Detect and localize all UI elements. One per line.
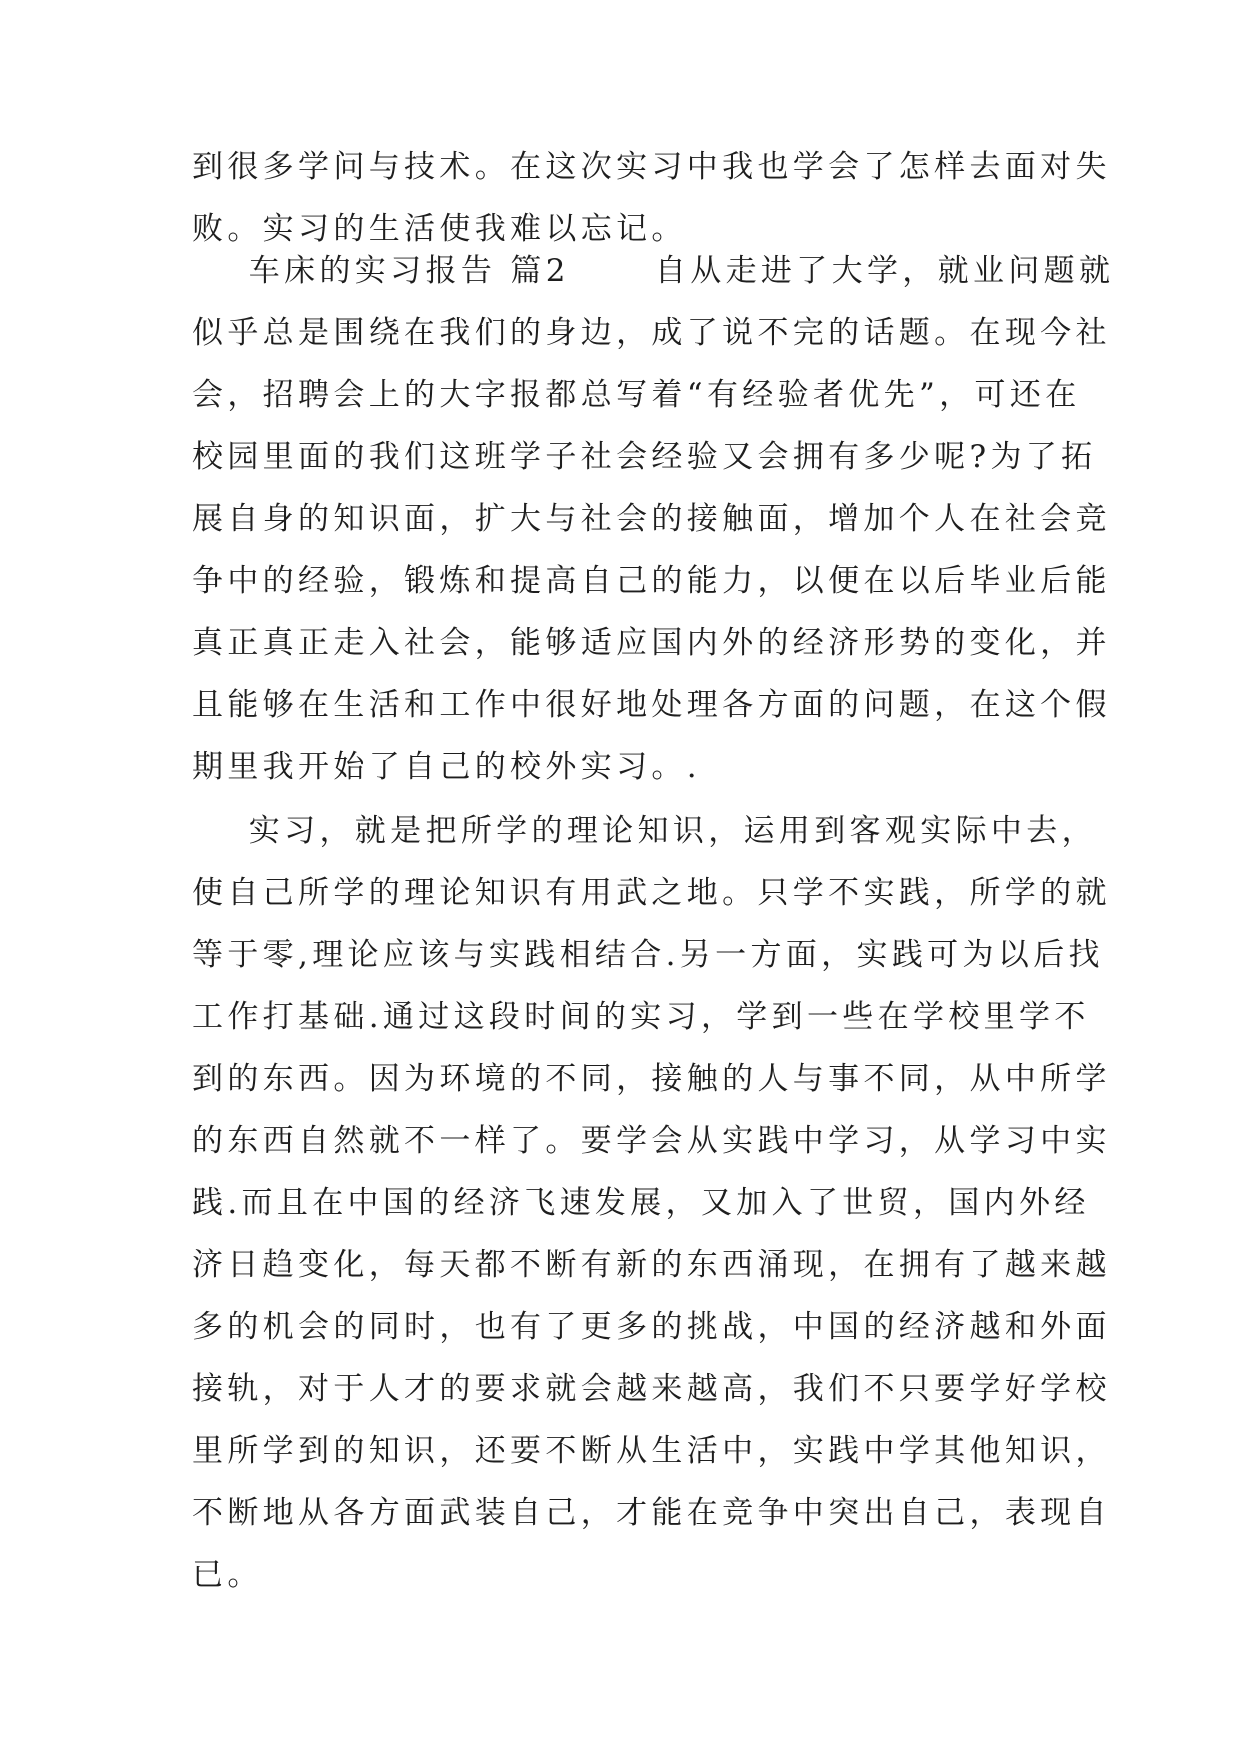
text-line: 实习，就是把所学的理论知识，运用到客观实际中去， (192, 813, 1097, 849)
text-line: 使自己所学的理论知识有用武之地。只学不实践，所学的就 (192, 875, 1111, 911)
text-line: 践.而且在中国的经济飞速发展，又加入了世贸，国内外经 (192, 1185, 1090, 1221)
text-line: 争中的经验，锻炼和提高自己的能力，以便在以后毕业后能 (192, 563, 1111, 599)
text-line: 多的机会的同时，也有了更多的挑战，中国的经济越和外面 (192, 1309, 1111, 1345)
text-line: 的东西自然就不一样了。要学会从实践中学习，从学习中实 (192, 1123, 1111, 1159)
text-line: 真正真正走入社会，能够适应国内外的经济形势的变化，并 (192, 625, 1111, 661)
text-line: 里所学到的知识，还要不断从生活中，实践中学其他知识， (192, 1433, 1111, 1469)
text-line: 济日趋变化，每天都不断有新的东西涌现，在拥有了越来越 (192, 1247, 1111, 1283)
text-line: 期里我开始了自己的校外实习。. (192, 749, 701, 785)
text-line: 校园里面的我们这班学子社会经验又会拥有多少呢?为了拓 (192, 439, 1097, 475)
text-line: 接轨，对于人才的要求就会越来越高，我们不只要学好学校 (192, 1371, 1111, 1407)
text-line: 似乎总是围绕在我们的身边，成了说不完的话题。在现今社 (192, 315, 1111, 351)
text-line: 展自身的知识面，扩大与社会的接触面，增加个人在社会竞 (192, 501, 1111, 537)
text-line: 败。实习的生活使我难以忘记。 (192, 211, 687, 247)
text-line: 到很多学问与技术。在这次实习中我也学会了怎样去面对失 (192, 149, 1111, 185)
text-line: 不断地从各方面武装自己，才能在竞争中突出自己，表现自 (192, 1495, 1111, 1531)
text-line: 且能够在生活和工作中很好地处理各方面的问题，在这个假 (192, 687, 1111, 723)
text-line: 会，招聘会上的大字报都总写着“有经验者优先”，可还在 (192, 377, 1081, 413)
text-line: 工作打基础.通过这段时间的实习，学到一些在学校里学不 (192, 999, 1090, 1035)
text-line: 到的东西。因为环境的不同，接触的人与事不同，从中所学 (192, 1061, 1111, 1097)
text-line: 已。 (192, 1557, 263, 1593)
text-line: 车床的实习报告 篇2 自从走进了大学，就业问题就 (192, 253, 1115, 289)
text-line: 等于零,理论应该与实践相结合.另一方面，实践可为以后找 (192, 937, 1104, 973)
